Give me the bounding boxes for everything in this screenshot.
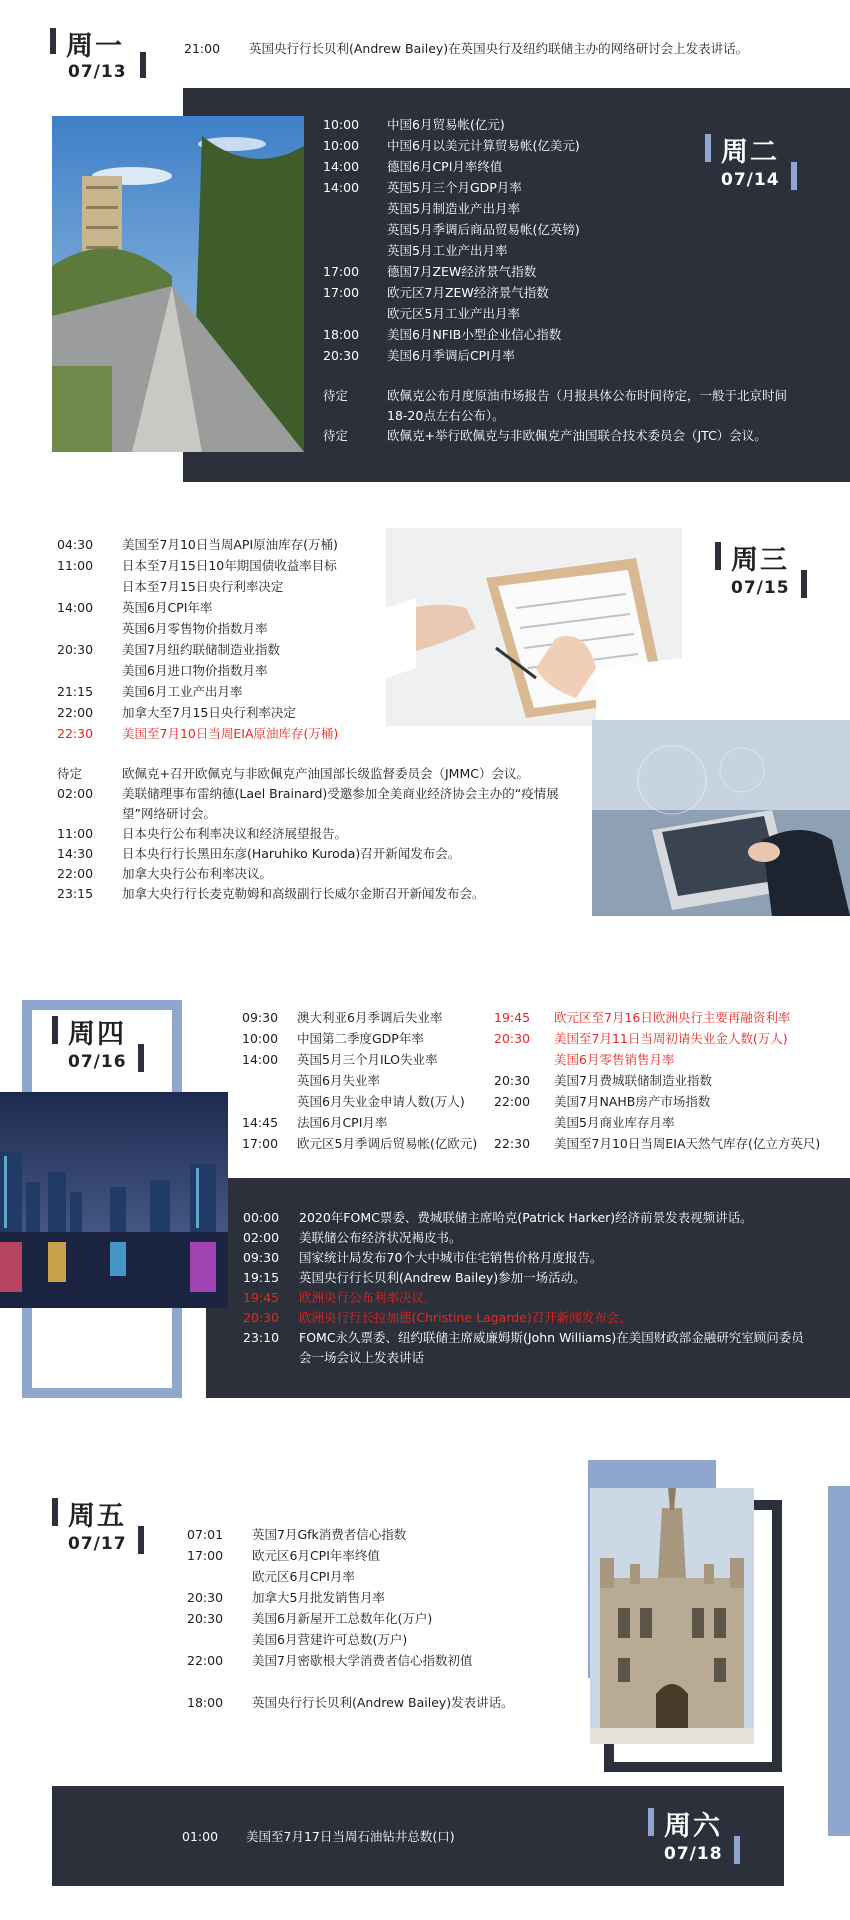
event-text: 欧洲央行行长拉加德(Christine Lagarde)召开新闻发布会。 [299,1310,632,1325]
event-list-fri [187,1524,472,1671]
event-text: 日本至7月15日10年期国债收益率目标 [122,558,337,573]
event-text: 英国央行行长贝利(Andrew Bailey)在英国央行及纽约联储主办的网络研讨会上发表讲话。 [249,41,749,56]
day-name: 周四 [68,1019,126,1050]
event-row [242,1133,477,1154]
event-text: 英国6月CPI年率 [122,600,213,615]
event-text: 英国5月季调后商品贸易帐(亿英镑) [387,222,580,237]
event-row [243,1208,809,1228]
event-text: 加拿大5月批发销售月率 [252,1590,385,1605]
event-time: 14:00 [57,600,94,615]
event-time: 17:00 [187,1548,224,1563]
day-header-thu [52,1012,162,1072]
event-row [182,1826,455,1847]
event-row [57,844,582,864]
day-name: 周二 [721,137,779,168]
event-text: 英国5月制造业产出月率 [387,201,520,216]
event-time: 20:30 [494,1031,531,1046]
event-time [323,303,387,324]
event-row [187,1629,472,1650]
event-row [187,1692,514,1713]
event-time: 20:30 [57,642,94,657]
event-row [242,1091,477,1112]
event-text: 英国6月失业金申请人数(万人) [297,1094,465,1109]
event-row [242,1049,477,1070]
event-row [243,1248,809,1268]
event-time: 19:45 [494,1010,531,1025]
event-text: 美国6月季调后CPI月率 [387,348,515,363]
day-header-wed [715,538,825,598]
accent-bar [705,134,711,162]
event-time: 22:30 [494,1136,531,1151]
accent-bar [50,28,56,54]
event-time: 待定 [57,766,83,781]
event-time: 07:01 [187,1527,224,1542]
day-name: 周一 [66,31,124,62]
day-header-sat [648,1804,758,1864]
event-text: 英国央行行长贝利(Andrew Bailey)发表讲话。 [252,1695,514,1710]
event-text: 加拿大央行公布利率决议。 [122,866,273,881]
event-text: 中国6月贸易帐(亿元) [387,117,505,132]
event-text: 中国第二季度GDP年率 [297,1031,424,1046]
event-row [242,1112,477,1133]
day-date: 07/18 [664,1844,723,1864]
event-text: 英国6月失业率 [297,1073,380,1088]
event-row [242,1070,477,1091]
event-row [323,177,580,198]
event-list-thu-left [242,1007,477,1154]
event-text: 美国7月纽约联储制造业指数 [122,642,280,657]
event-time: 18:00 [323,327,360,342]
event-row [323,386,807,426]
event-row [323,114,580,135]
event-time: 20:30 [323,348,360,363]
event-time: 14:30 [57,846,94,861]
event-text: 美国7月费城联储制造业指数 [554,1073,712,1088]
event-time: 14:45 [242,1115,279,1130]
event-row [494,1028,820,1049]
event-time: 14:00 [323,180,360,195]
event-text: 澳大利亚6月季调后失业率 [297,1010,443,1025]
event-text: 中国6月以美元计算贸易帐(亿美元) [387,138,580,153]
event-row [242,1007,477,1028]
event-row [243,1308,809,1328]
guildhall-building-photo [590,1488,754,1744]
event-text: 英国6月零售物价指数月率 [122,621,268,636]
event-time: 22:30 [57,726,94,741]
event-row [323,261,580,282]
event-list-thu-2 [243,1208,809,1368]
event-text: 日本央行公布利率决议和经济展望报告。 [122,826,348,841]
event-time [187,1629,252,1650]
accent-bar [734,1836,740,1864]
event-row [323,240,580,261]
event-time [57,618,122,639]
event-list-tue [323,114,580,366]
garden-walkway-photo [52,116,304,452]
accent-bar [52,1498,58,1526]
event-time: 11:00 [57,826,94,841]
event-text: 美国6月进口物价指数月率 [122,663,268,678]
event-text: 欧佩克+举行欧佩克与非欧佩克产油国联合技术委员会（JTC）会议。 [387,428,767,443]
event-row [243,1228,809,1248]
event-text: 国家统计局发布70个大中城市住宅销售价格月度报告。 [299,1250,603,1265]
event-time [242,1091,297,1112]
event-row [323,345,580,366]
event-time: 22:00 [57,866,94,881]
accent-bar [791,162,797,190]
right-edge-blue-strip [828,1486,850,1836]
day-date: 07/14 [721,170,780,190]
event-time [494,1049,554,1070]
event-time: 19:45 [243,1290,280,1305]
event-text: 欧洲央行公布利率决议。 [299,1290,437,1305]
event-text: 美国至7月10日当周EIA原油库存(万桶) [122,726,339,741]
event-time: 23:15 [57,886,94,901]
event-time: 待定 [323,388,349,403]
event-row [323,135,580,156]
event-row [57,884,582,904]
day-date: 07/13 [68,62,127,82]
event-row [187,1650,472,1671]
event-list-sat [182,1826,455,1847]
event-time: 00:00 [243,1210,280,1225]
accent-bar [648,1808,654,1836]
event-time: 21:15 [57,684,94,699]
event-text: 欧元区6月CPI年率终值 [252,1548,380,1563]
event-time: 01:00 [182,1829,219,1844]
event-row [57,597,338,618]
signing-document-photo [386,528,682,726]
city-night-skyline-photo [0,1092,228,1308]
event-time: 02:00 [57,786,94,801]
event-list-mon [184,38,748,59]
event-text: 欧元区7月ZEW经济景气指数 [387,285,549,300]
event-row [57,784,582,824]
event-row [187,1524,472,1545]
event-list-wed-2 [57,764,582,904]
event-row [57,824,582,844]
event-text: 德国6月CPI月率终值 [387,159,503,174]
event-time [323,219,387,240]
event-text: 美国至7月10日当周API原油库存(万桶) [122,537,338,552]
day-header-mon [50,28,160,88]
event-row [323,426,807,446]
event-time: 23:10 [243,1330,280,1345]
event-text: 英国5月工业产出月率 [387,243,508,258]
event-row [323,282,580,303]
event-time [323,198,387,219]
event-row [57,723,338,744]
event-text: 加拿大至7月15日央行利率决定 [122,705,296,720]
event-time: 20:30 [187,1611,224,1626]
day-name: 周三 [731,545,789,576]
event-row [243,1268,809,1288]
event-text: 2020年FOMC票委、费城联储主席哈克(Patrick Harker)经济前景发表视频讲话。 [299,1210,753,1225]
event-time: 20:30 [494,1073,531,1088]
event-row [494,1049,820,1070]
accent-bar [52,1016,58,1044]
event-time [187,1566,252,1587]
day-date: 07/15 [731,578,790,598]
event-text: 美国5月商业库存月率 [554,1115,675,1130]
day-date: 07/16 [68,1052,127,1072]
event-time [57,576,122,597]
event-time: 22:00 [187,1653,224,1668]
event-text: 欧元区5月工业产出月率 [387,306,520,321]
event-time: 17:00 [242,1136,279,1151]
day-date: 07/17 [68,1534,127,1554]
event-row [323,219,580,240]
event-text: 美国7月密歇根大学消费者信心指数初值 [252,1653,473,1668]
event-text: 美联储公布经济状况褐皮书。 [299,1230,462,1245]
event-time: 10:00 [323,138,360,153]
accent-bar [138,1526,144,1554]
event-text: 英国央行行长贝利(Andrew Bailey)参加一场活动。 [299,1270,586,1285]
event-row [323,324,580,345]
event-text: 美联储理事布雷纳德(Lael Brainard)受邀参加全美商业经济协会主办的“疫情展望”网络研讨会。 [122,786,559,821]
event-text: 欧元区5月季调后贸易帐(亿欧元) [297,1136,478,1151]
event-text: 美国6月新屋开工总数年化(万户) [252,1611,433,1626]
event-row [57,639,338,660]
event-text: FOMC永久票委、纽约联储主席威廉姆斯(John Williams)在美国财政部金融研究室顾问委员会一场会议上发表讲话 [299,1330,804,1365]
event-text: 加拿大央行行长麦克勒姆和高级副行长威尔金斯召开新闻发布会。 [122,886,485,901]
event-text: 美国7月NAHB房产市场指数 [554,1094,711,1109]
event-time: 19:15 [243,1270,280,1285]
event-row [243,1328,809,1368]
event-time: 09:30 [242,1010,279,1025]
day-name: 周六 [664,1811,722,1842]
event-row [57,576,338,597]
event-time [323,240,387,261]
event-row [494,1133,820,1154]
event-time: 22:00 [57,705,94,720]
event-text: 美国至7月17日当周石油钻井总数(口) [246,1829,455,1844]
event-row [57,702,338,723]
event-time: 10:00 [242,1031,279,1046]
event-row [57,660,338,681]
event-time: 待定 [323,428,349,443]
event-time: 04:30 [57,537,94,552]
event-row [494,1070,820,1091]
event-time: 09:30 [243,1250,280,1265]
event-row [57,618,338,639]
event-text: 欧元区至7月16日欧洲央行主要再融资利率 [554,1010,791,1025]
event-row [494,1091,820,1112]
event-row [184,38,748,59]
event-row [243,1288,809,1308]
event-list-fri-2 [187,1692,514,1713]
event-row [57,555,338,576]
accent-bar [715,542,721,570]
event-text: 美国6月营建许可总数(万户) [252,1632,408,1647]
event-text: 美国至7月11日当周初请失业金人数(万人) [554,1031,788,1046]
event-time: 02:00 [243,1230,280,1245]
event-text: 欧佩克+召开欧佩克与非欧佩克产油国部长级监督委员会（JMMC）会议。 [122,766,529,781]
event-time: 22:00 [494,1094,531,1109]
event-row [187,1566,472,1587]
pending-list-tue [323,386,807,446]
day-header-fri [52,1494,162,1554]
day-header-tue [705,130,815,190]
event-row [242,1028,477,1049]
event-text: 法国6月CPI月率 [297,1115,388,1130]
event-row [187,1587,472,1608]
event-text: 英国5月三个月GDP月率 [387,180,522,195]
event-text: 美国6月零售销售月率 [554,1052,675,1067]
event-time [242,1070,297,1091]
event-text: 欧佩克公布月度原油市场报告（月报具体公布时间待定，一般于北京时间18-20点左右公布）。 [387,388,788,423]
event-time: 14:00 [242,1052,279,1067]
event-text: 美国6月工业产出月率 [122,684,243,699]
event-time [57,660,122,681]
event-text: 美国至7月10日当周EIA天然气库存(亿立方英尺) [554,1136,821,1151]
event-text: 日本央行行长黑田东彦(Haruhiko Kuroda)召开新闻发布会。 [122,846,461,861]
event-time: 10:00 [323,117,360,132]
accent-bar [138,1044,144,1072]
accent-bar [801,570,807,598]
event-text: 日本至7月15日央行利率决定 [122,579,284,594]
event-list-thu-right [494,1007,820,1154]
event-time: 20:30 [243,1310,280,1325]
event-time: 20:30 [187,1590,224,1605]
event-row [57,864,582,884]
accent-bar [140,52,146,78]
event-row [323,198,580,219]
laptop-business-photo [592,720,850,916]
event-row [494,1007,820,1028]
event-row [187,1545,472,1566]
event-time: 21:00 [184,41,221,56]
event-row [57,681,338,702]
event-row [187,1608,472,1629]
event-list-wed [57,534,338,744]
event-time: 17:00 [323,285,360,300]
event-row [57,764,582,784]
event-row [494,1112,820,1133]
day-name: 周五 [68,1501,126,1532]
event-row [323,303,580,324]
event-row [323,156,580,177]
event-time [494,1112,554,1133]
event-row [57,534,338,555]
event-text: 欧元区6月CPI月率 [252,1569,355,1584]
event-time: 18:00 [187,1695,224,1710]
event-text: 德国7月ZEW经济景气指数 [387,264,537,279]
event-time: 14:00 [323,159,360,174]
event-text: 美国6月NFIB小型企业信心指数 [387,327,562,342]
event-text: 英国5月三个月ILO失业率 [297,1052,438,1067]
event-time: 17:00 [323,264,360,279]
event-text: 英国7月Gfk消费者信心指数 [252,1527,407,1542]
event-time: 11:00 [57,558,94,573]
